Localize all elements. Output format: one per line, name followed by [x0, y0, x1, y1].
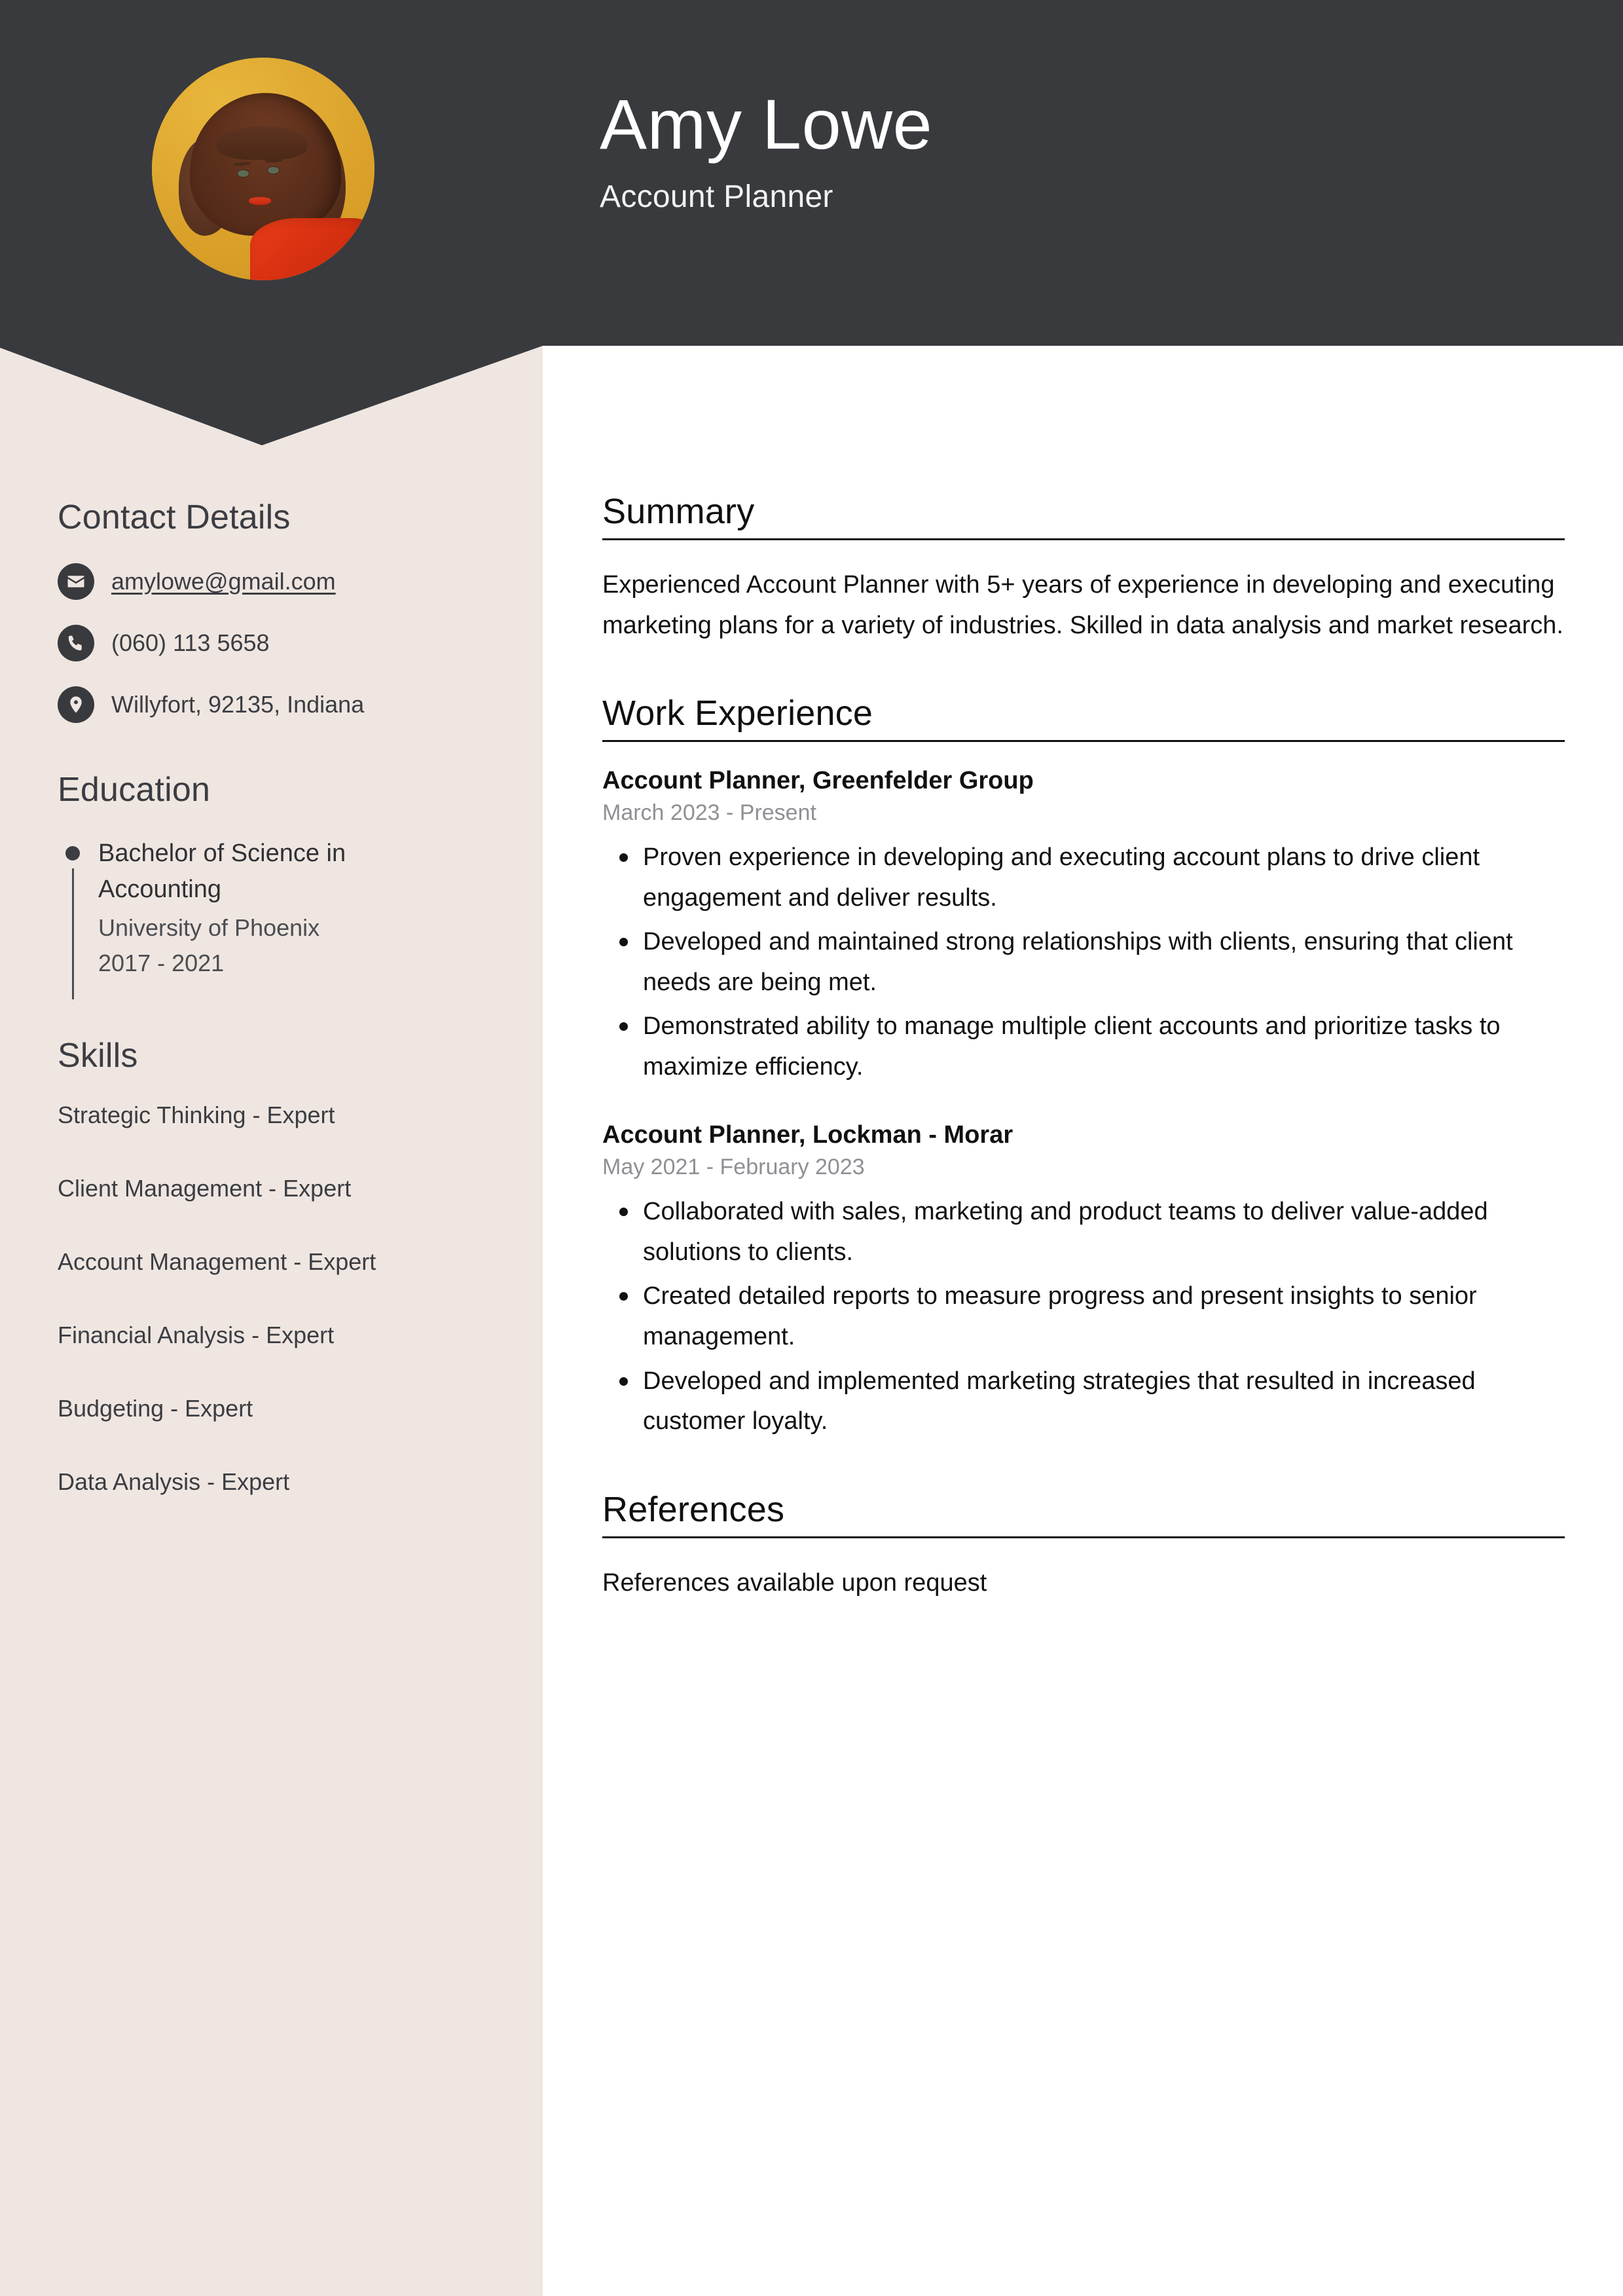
- references-text: References available upon request: [602, 1568, 987, 1597]
- job-bullet: Collaborated with sales, marketing and product teams to deliver value-added solutions to clients.: [602, 1192, 1565, 1272]
- contact-item-location[interactable]: [58, 686, 490, 723]
- skill-item: Client Management - Expert: [58, 1175, 352, 1202]
- references-section: [602, 1489, 1565, 1604]
- references-rule: [602, 1536, 1565, 1538]
- skills-heading: Skills: [58, 1037, 138, 1075]
- location-icon: [58, 686, 94, 723]
- skill-item: Financial Analysis - Expert: [58, 1322, 335, 1349]
- job-entry: [602, 767, 1565, 1087]
- contact-list: [58, 563, 490, 723]
- sidebar: [0, 0, 543, 2296]
- candidate-name: Amy Lowe: [600, 84, 933, 164]
- education-item: [58, 836, 490, 985]
- phone-icon: [58, 625, 94, 661]
- job-entry: [602, 1121, 1565, 1441]
- skill-item: Account Management - Expert: [58, 1248, 376, 1276]
- references-heading: References: [602, 1489, 785, 1529]
- summary-heading: Summary: [602, 492, 755, 531]
- candidate-role: Account Planner: [600, 179, 833, 214]
- education-bullet-icon: [65, 846, 80, 861]
- skill-item: Strategic Thinking - Expert: [58, 1102, 335, 1129]
- education-school: University of Phoenix: [98, 914, 320, 942]
- contact-item-email[interactable]: [58, 563, 490, 600]
- education-heading: Education: [58, 771, 211, 809]
- job-bullet-list: [602, 1192, 1565, 1441]
- contact-email-value[interactable]: amylowe@gmail.com: [111, 568, 336, 595]
- summary-rule: [602, 538, 1565, 540]
- education-timeline-line: [72, 868, 74, 999]
- education-section: [58, 770, 490, 985]
- job-bullet: Created detailed reports to measure progress and present insights to senior management.: [602, 1276, 1565, 1357]
- job-dates: March 2023 - Present: [602, 800, 816, 826]
- job-bullet: Demonstrated ability to manage multiple client accounts and prioritize tasks to maximize efficiency.: [602, 1007, 1565, 1087]
- job-bullet: Developed and implemented marketing strategies that resulted in increased customer loyalty.: [602, 1361, 1565, 1442]
- skill-item: Budgeting - Expert: [58, 1395, 253, 1422]
- summary-section: [602, 491, 1565, 646]
- job-title: Account Planner, Greenfelder Group: [602, 767, 1034, 795]
- education-degree: Bachelor of Science in Accounting: [98, 840, 346, 904]
- contact-details-heading: Contact Details: [58, 498, 291, 536]
- contact-location-value[interactable]: Willyfort, 92135, Indiana: [111, 691, 365, 718]
- contact-phone-value[interactable]: (060) 113 5658: [111, 629, 270, 656]
- main-column: [602, 0, 1565, 1650]
- job-title: Account Planner, Lockman - Morar: [602, 1121, 1013, 1149]
- work-experience-section: [602, 693, 1565, 1442]
- email-icon: [58, 563, 94, 600]
- skill-item: Data Analysis - Expert: [58, 1468, 290, 1496]
- contact-details-section: [58, 498, 490, 723]
- summary-text: Experienced Account Planner with 5+ years of experience in developing and executing marketing plans for a variety of industries. Skilled in data analysis and market research.: [602, 571, 1563, 639]
- job-bullet-list: [602, 838, 1565, 1087]
- contact-item-phone[interactable]: [58, 625, 490, 661]
- education-dates: 2017 - 2021: [98, 950, 225, 977]
- work-experience-heading: Work Experience: [602, 694, 873, 733]
- job-bullet: Developed and maintained strong relationships with clients, ensuring that client needs are being met.: [602, 922, 1565, 1003]
- work-experience-rule: [602, 740, 1565, 742]
- job-dates: May 2021 - February 2023: [602, 1155, 865, 1180]
- job-bullet: Proven experience in developing and executing account plans to drive client engagement and deliver results.: [602, 838, 1565, 918]
- skills-section: [58, 1036, 490, 1496]
